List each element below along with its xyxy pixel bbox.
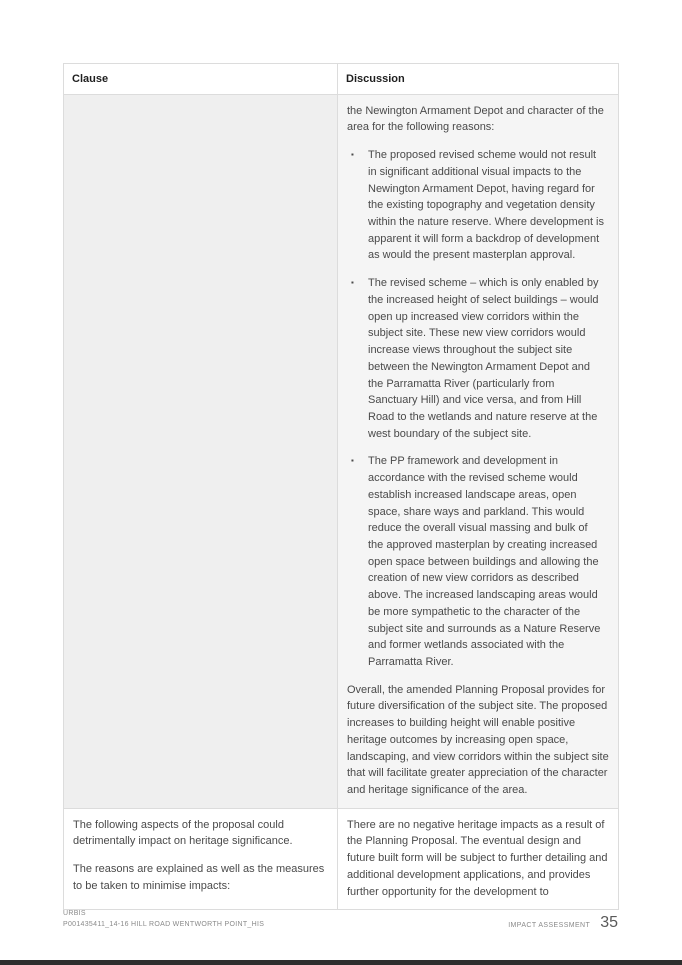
- clause-cell-empty: [64, 94, 338, 808]
- clause-discussion-table: [63, 63, 619, 910]
- column-header-clause: Clause: [64, 64, 338, 95]
- footer-document-ref: P001435411_14-16 HILL ROAD WENTWORTH POINT_HIS: [63, 921, 265, 929]
- table-header-row: [64, 64, 619, 95]
- footer-section-label: IMPACT ASSESSMENT: [508, 922, 591, 929]
- bullet-item: [351, 453, 605, 670]
- bullet-item: [351, 275, 605, 442]
- bullet-text: The revised scheme – which is only enabled by the increased height of select buildings – would open up increased view corridors within the subject site. These new view corridors would increase views throughout the subject site between the Newington Armament Depot and the Parramatta River (particularly from Sanctuary Hill) and vice versa, and from Hill Road to the wetlands and nature reserve at the west boundary of the subject site.: [368, 277, 599, 440]
- square-bullet-icon: ▪: [351, 150, 354, 160]
- square-bullet-icon: ▪: [351, 456, 354, 466]
- bullet-item: [351, 147, 605, 264]
- footer-left-block: [63, 908, 264, 930]
- table-row: [64, 808, 619, 910]
- square-bullet-icon: ▪: [351, 278, 354, 288]
- discussion-cell: [338, 94, 619, 808]
- page-bottom-edge: [0, 960, 682, 965]
- clause-cell: [64, 808, 338, 910]
- bullet-text: The proposed revised scheme would not result in significant additional visual impacts to the Newington Armament Depot, having regard for the existing topography and vegetation density within the nature reserve. Where development is apparent it will form a backdrop of development as would the present masterplan approval.: [368, 149, 605, 262]
- footer-right-block: [508, 914, 618, 932]
- footer-company: URBIS: [63, 910, 86, 917]
- clause-paragraph: The reasons are explained as well as the measures to be taken to minimise impacts:: [73, 863, 325, 892]
- discussion-cell: [338, 808, 619, 910]
- clause-paragraph: The following aspects of the proposal could detrimentally impact on heritage significance.: [73, 818, 293, 848]
- footer-page-number: 35: [600, 914, 618, 931]
- discussion-paragraph: There are no negative heritage impacts as a result of the Planning Proposal. The eventual design and future built form will be subject to further detailing and additional development applications, and provides further opportunity for the development to: [347, 818, 608, 898]
- discussion-closing-paragraph: Overall, the amended Planning Proposal provides for future diversification of the subject site. The proposed increases to building height will enable positive heritage outcomes by increasing open space, landscaping, and view corridors within the subject site that will facilitate greater appreciation of the character and heritage significance of the area.: [347, 683, 609, 797]
- bullet-text: The PP framework and development in accordance with the revised scheme would establish increased landscape areas, open space, share ways and parkland. This would reduce the overall visual massing and bulk of the approved masterplan by creating increased open space between buildings and allowing the creation of new view corridors as described above. The increased landscaping areas would be more sympathetic to the character of the subject site and surrounds as a Nature Reserve and former wetlands associated with the Parramatta River.: [368, 455, 601, 668]
- table-row: [64, 94, 619, 808]
- column-header-discussion: Discussion: [338, 64, 619, 95]
- page-footer: [63, 908, 618, 932]
- discussion-intro-paragraph: the Newington Armament Depot and character of the area for the following reasons:: [347, 104, 604, 134]
